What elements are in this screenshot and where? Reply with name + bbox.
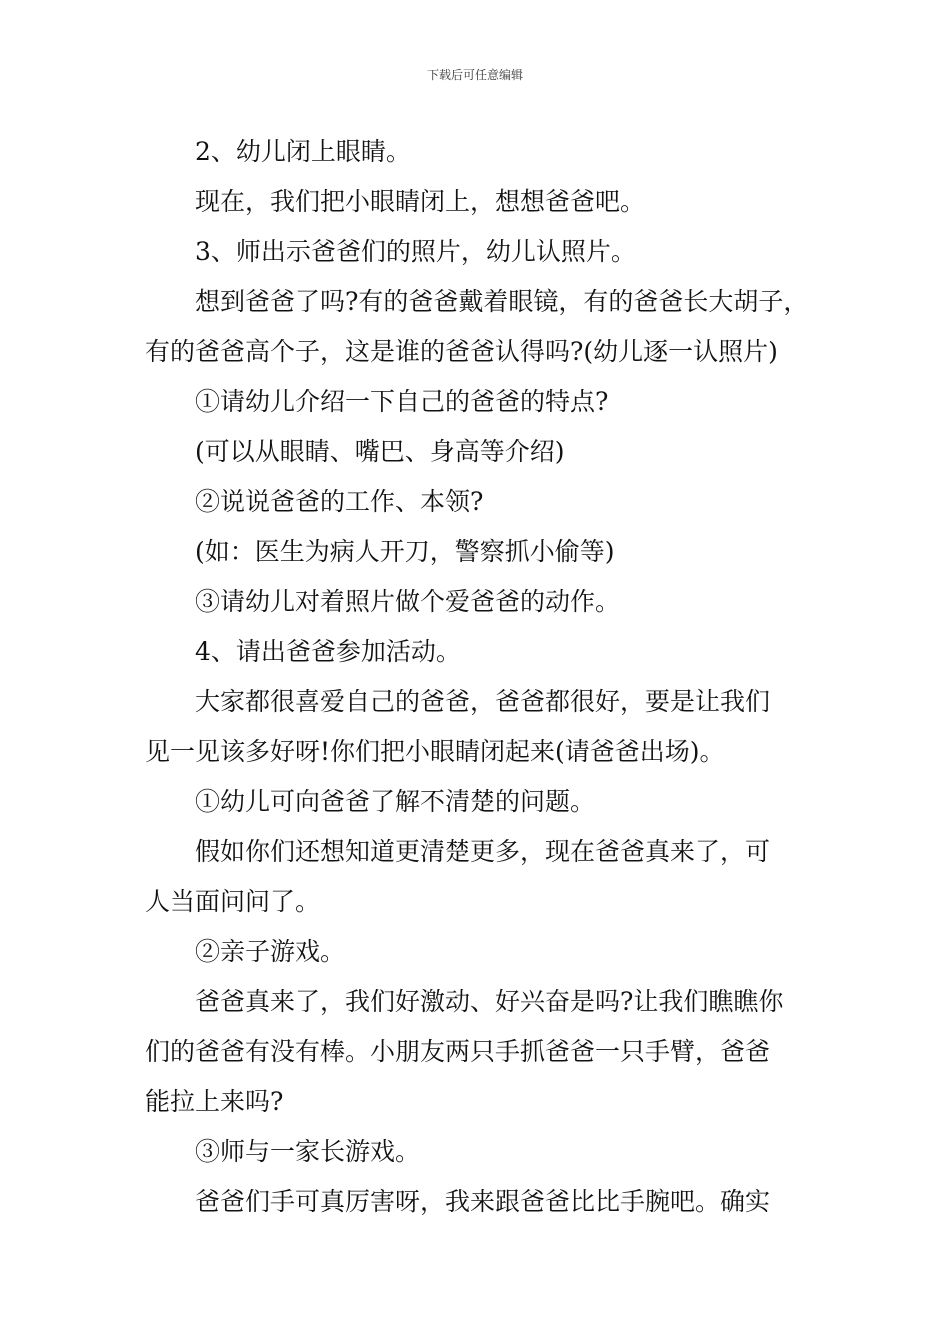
paragraph-line: ①幼儿可向爸爸了解不清楚的问题。	[195, 787, 596, 816]
paragraph-line: 3、师出示爸爸们的照片，幼儿认照片。	[195, 237, 636, 266]
paragraph-line: 现在，我们把小眼睛闭上，想想爸爸吧。	[195, 187, 646, 216]
page-header: 下载后可任意编辑	[426, 68, 523, 82]
paragraph-line: ②亲子游戏。	[195, 937, 346, 966]
paragraph-line: 人当面问问了。	[145, 887, 321, 916]
paragraph-line: (如：医生为病人开刀，警察抓小偷等)	[195, 537, 615, 566]
paragraph-line: ①请幼儿介绍一下自己的爸爸的特点?	[195, 387, 609, 416]
paragraph-line: 们的爸爸有没有棒。小朋友两只手抓爸爸一只手臂，爸爸	[145, 1037, 771, 1066]
paragraph-line: 想到爸爸了吗?有的爸爸戴着眼镜，有的爸爸长大胡子，	[195, 287, 809, 316]
paragraph-line: ②说说爸爸的工作、本领?	[195, 487, 484, 516]
paragraph-line: 大家都很喜爱自己的爸爸，爸爸都很好，要是让我们	[195, 687, 771, 716]
paragraph-line: (可以从眼睛、嘴巴、身高等介绍)	[195, 437, 565, 466]
paragraph-line: 能拉上来吗?	[145, 1087, 284, 1116]
paragraph-line: 假如你们还想知道更清楚更多，现在爸爸真来了，可	[195, 837, 771, 866]
paragraph-line: ③请幼儿对着照片做个爱爸爸的动作。	[195, 587, 621, 616]
paragraph-line: 有的爸爸高个子，这是谁的爸爸认得吗?(幼儿逐一认照片)	[145, 337, 778, 366]
paragraph-line: 见一见该多好呀!你们把小眼睛闭起来(请爸爸出场)。	[145, 737, 725, 766]
paragraph-line: 4、请出爸爸参加活动。	[195, 637, 461, 666]
paragraph-line: ③师与一家长游戏。	[195, 1137, 421, 1166]
paragraph-line: 2、幼儿闭上眼睛。	[195, 137, 411, 166]
paragraph-line: 爸爸真来了，我们好激动、好兴奋是吗?让我们瞧瞧你	[195, 987, 784, 1016]
document-body	[145, 127, 815, 1227]
paragraph-line: 爸爸们手可真厉害呀，我来跟爸爸比比手腕吧。确实	[195, 1187, 771, 1216]
